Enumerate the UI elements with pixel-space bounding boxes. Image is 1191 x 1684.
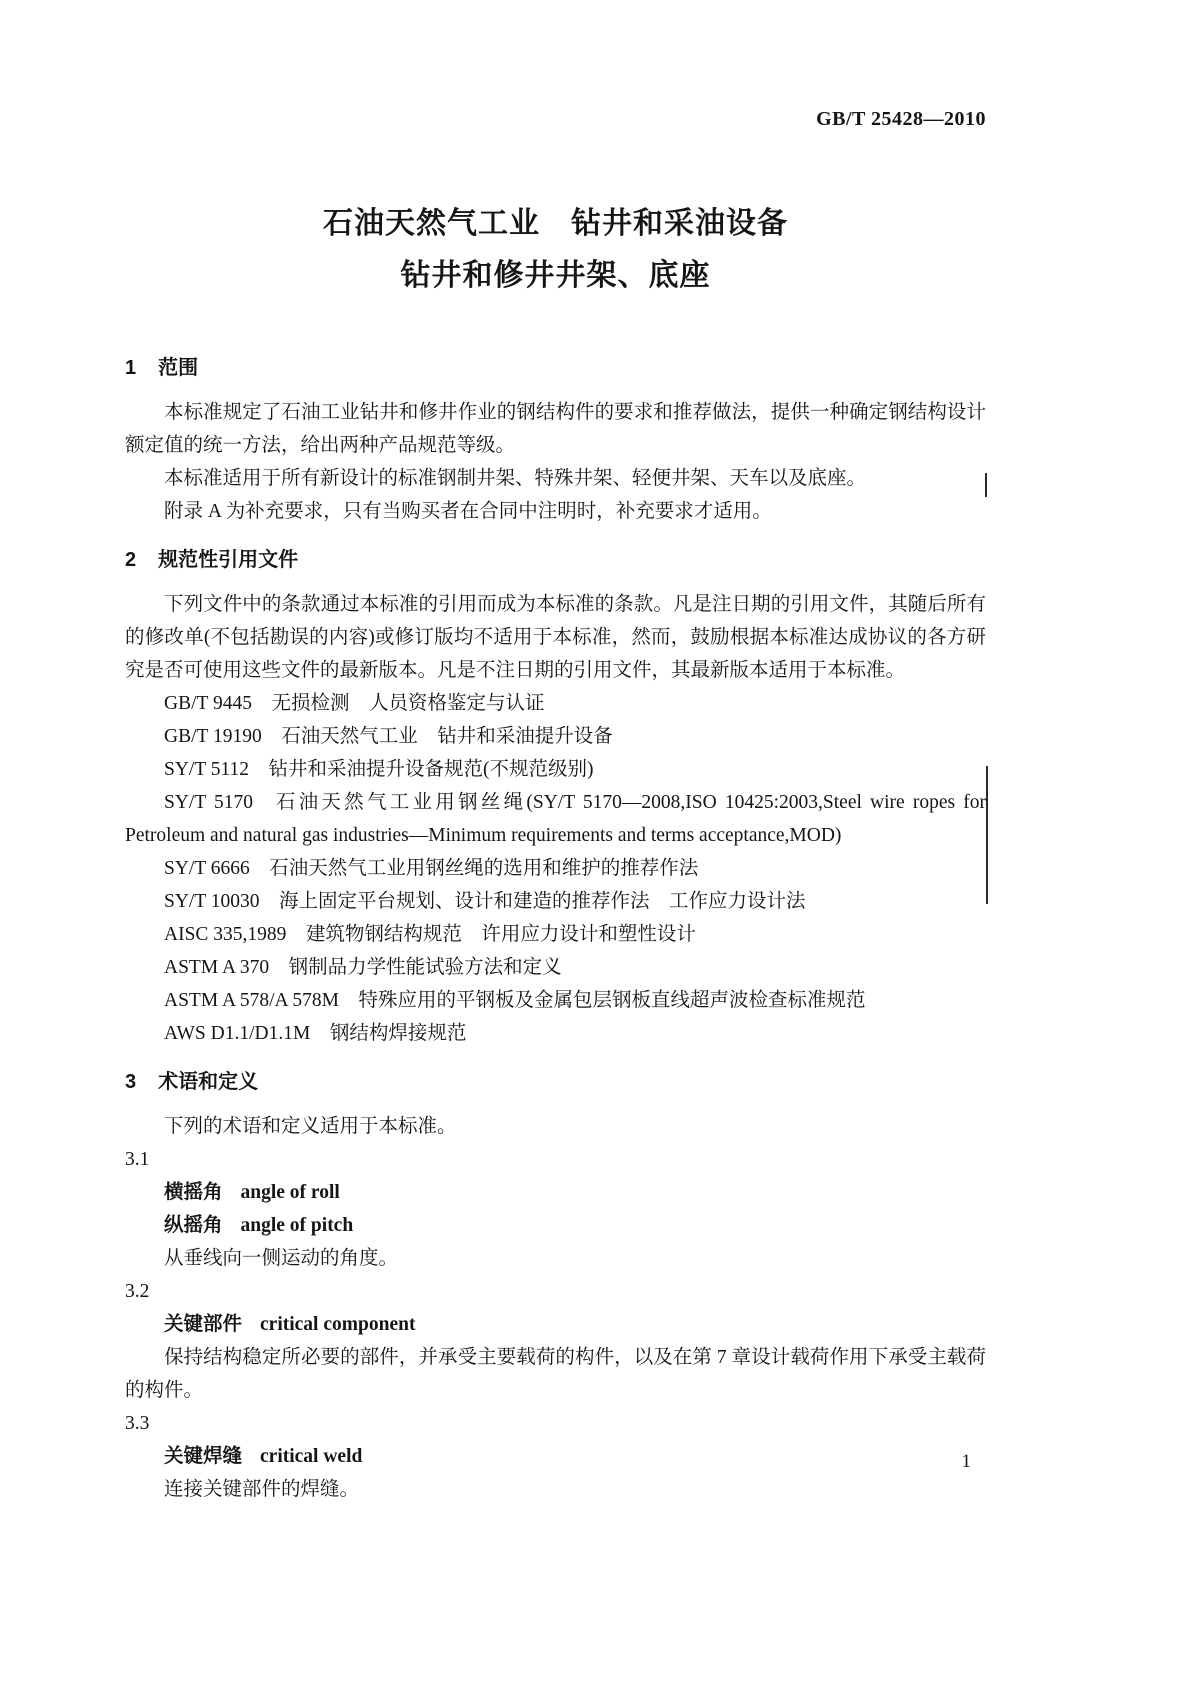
term-line [125,1440,986,1473]
reference-item: SY/T 5170 石油天然气工业用钢丝绳(SY/T 5170—2008,ISO 10425:2003,Steel wire ropes for Petroleum and natural gas industries—Minimum requirements and terms acceptance,MOD) [125,792,986,846]
term-definition: 连接关键部件的焊缝。 [164,1479,360,1500]
term-en: critical component [260,1314,416,1335]
term-entry [125,1275,986,1407]
section-1-title: 范围 [158,357,199,379]
term-number: 3.3 [125,1413,150,1434]
term-en: angle of pitch [240,1215,354,1236]
section-1-paragraph: 本标准规定了石油工业钻井和修井作业的钢结构件的要求和推荐做法，提供一种确定钢结构设计额定值的统一方法，给出两种产品规范等级。 [125,402,986,456]
reference-item: SY/T 10030 海上固定平台规划、设计和建造的推荐作法 工作应力设计法 [164,891,806,912]
reference-item: SY/T 6666 石油天然气工业用钢丝绳的选用和维护的推荐作法 [164,858,699,879]
reference-item: SY/T 5112 钻井和采油提升设备规范(不规范级别) [164,759,594,780]
page-number: 1 [961,1451,971,1472]
reference-list [125,687,986,1050]
term-definition: 保持结构稳定所必要的部件，并承受主要载荷的构件，以及在第 7 章设计载荷作用下承受主载荷的构件。 [125,1347,986,1401]
term-zh: 关键部件 [164,1313,243,1335]
term-line [125,1176,986,1209]
section-1-heading [125,352,986,385]
section-2-title: 规范性引用文件 [158,549,299,571]
section-1-paragraph: 附录 A 为补充要求，只有当购买者在合同中注明时，补充要求才适用。 [164,501,772,522]
reference-item: GB/T 9445 无损检测 人员资格鉴定与认证 [164,693,545,714]
section-1-paragraph: 本标准适用于所有新设计的标准钢制井架、特殊井架、轻便井架、天车以及底座。 [164,468,867,489]
term-number: 3.2 [125,1281,150,1302]
term-zh: 横摇角 [164,1181,223,1203]
section-2-number: 2 [125,549,137,571]
doc-title [125,198,986,302]
term-zh: 关键焊缝 [164,1445,243,1467]
reference-item: AWS D1.1/D1.1M 钢结构焊接规范 [164,1023,467,1044]
term-definition: 从垂线向一侧运动的角度。 [164,1248,399,1269]
term-line [125,1209,986,1242]
reference-item: GB/T 19190 石油天然气工业 钻井和采油提升设备 [164,726,613,747]
reference-item: ASTM A 370 钢制品力学性能试验方法和定义 [164,957,562,978]
section-3-heading [125,1066,986,1099]
term-zh: 纵摇角 [164,1214,223,1236]
doc-title-line2: 钻井和修井井架、底座 [400,259,711,292]
section-3-title: 术语和定义 [158,1071,259,1093]
doc-title-line1: 石油天然气工业 钻井和采油设备 [323,207,788,240]
section-3-intro: 下列的术语和定义适用于本标准。 [164,1116,457,1137]
change-bar [985,473,987,497]
section-1-number: 1 [125,357,137,379]
term-number: 3.1 [125,1149,150,1170]
term-entry [125,1407,986,1506]
reference-item: AISC 335,1989 建筑物钢结构规范 许用应力设计和塑性设计 [164,924,696,945]
doc-number: GB/T 25428—2010 [816,108,986,130]
term-entry [125,1143,986,1275]
section-2-intro: 下列文件中的条款通过本标准的引用而成为本标准的条款。凡是注日期的引用文件，其随后所有的修改单(不包括勘误的内容)或修订版均不适用于本标准，然而，鼓励根据本标准达成协议的各方研究是否可使用这些文件的最新版本。凡是不注日期的引用文件，其最新版本适用于本标准。 [125,594,986,681]
section-2-heading [125,544,986,577]
change-bar [986,766,988,904]
section-3-number: 3 [125,1071,137,1093]
term-en: critical weld [260,1446,363,1467]
term-en: angle of roll [240,1182,340,1203]
reference-item: ASTM A 578/A 578M 特殊应用的平钢板及金属包层钢板直线超声波检查标准规范 [164,990,866,1011]
term-line [125,1308,986,1341]
